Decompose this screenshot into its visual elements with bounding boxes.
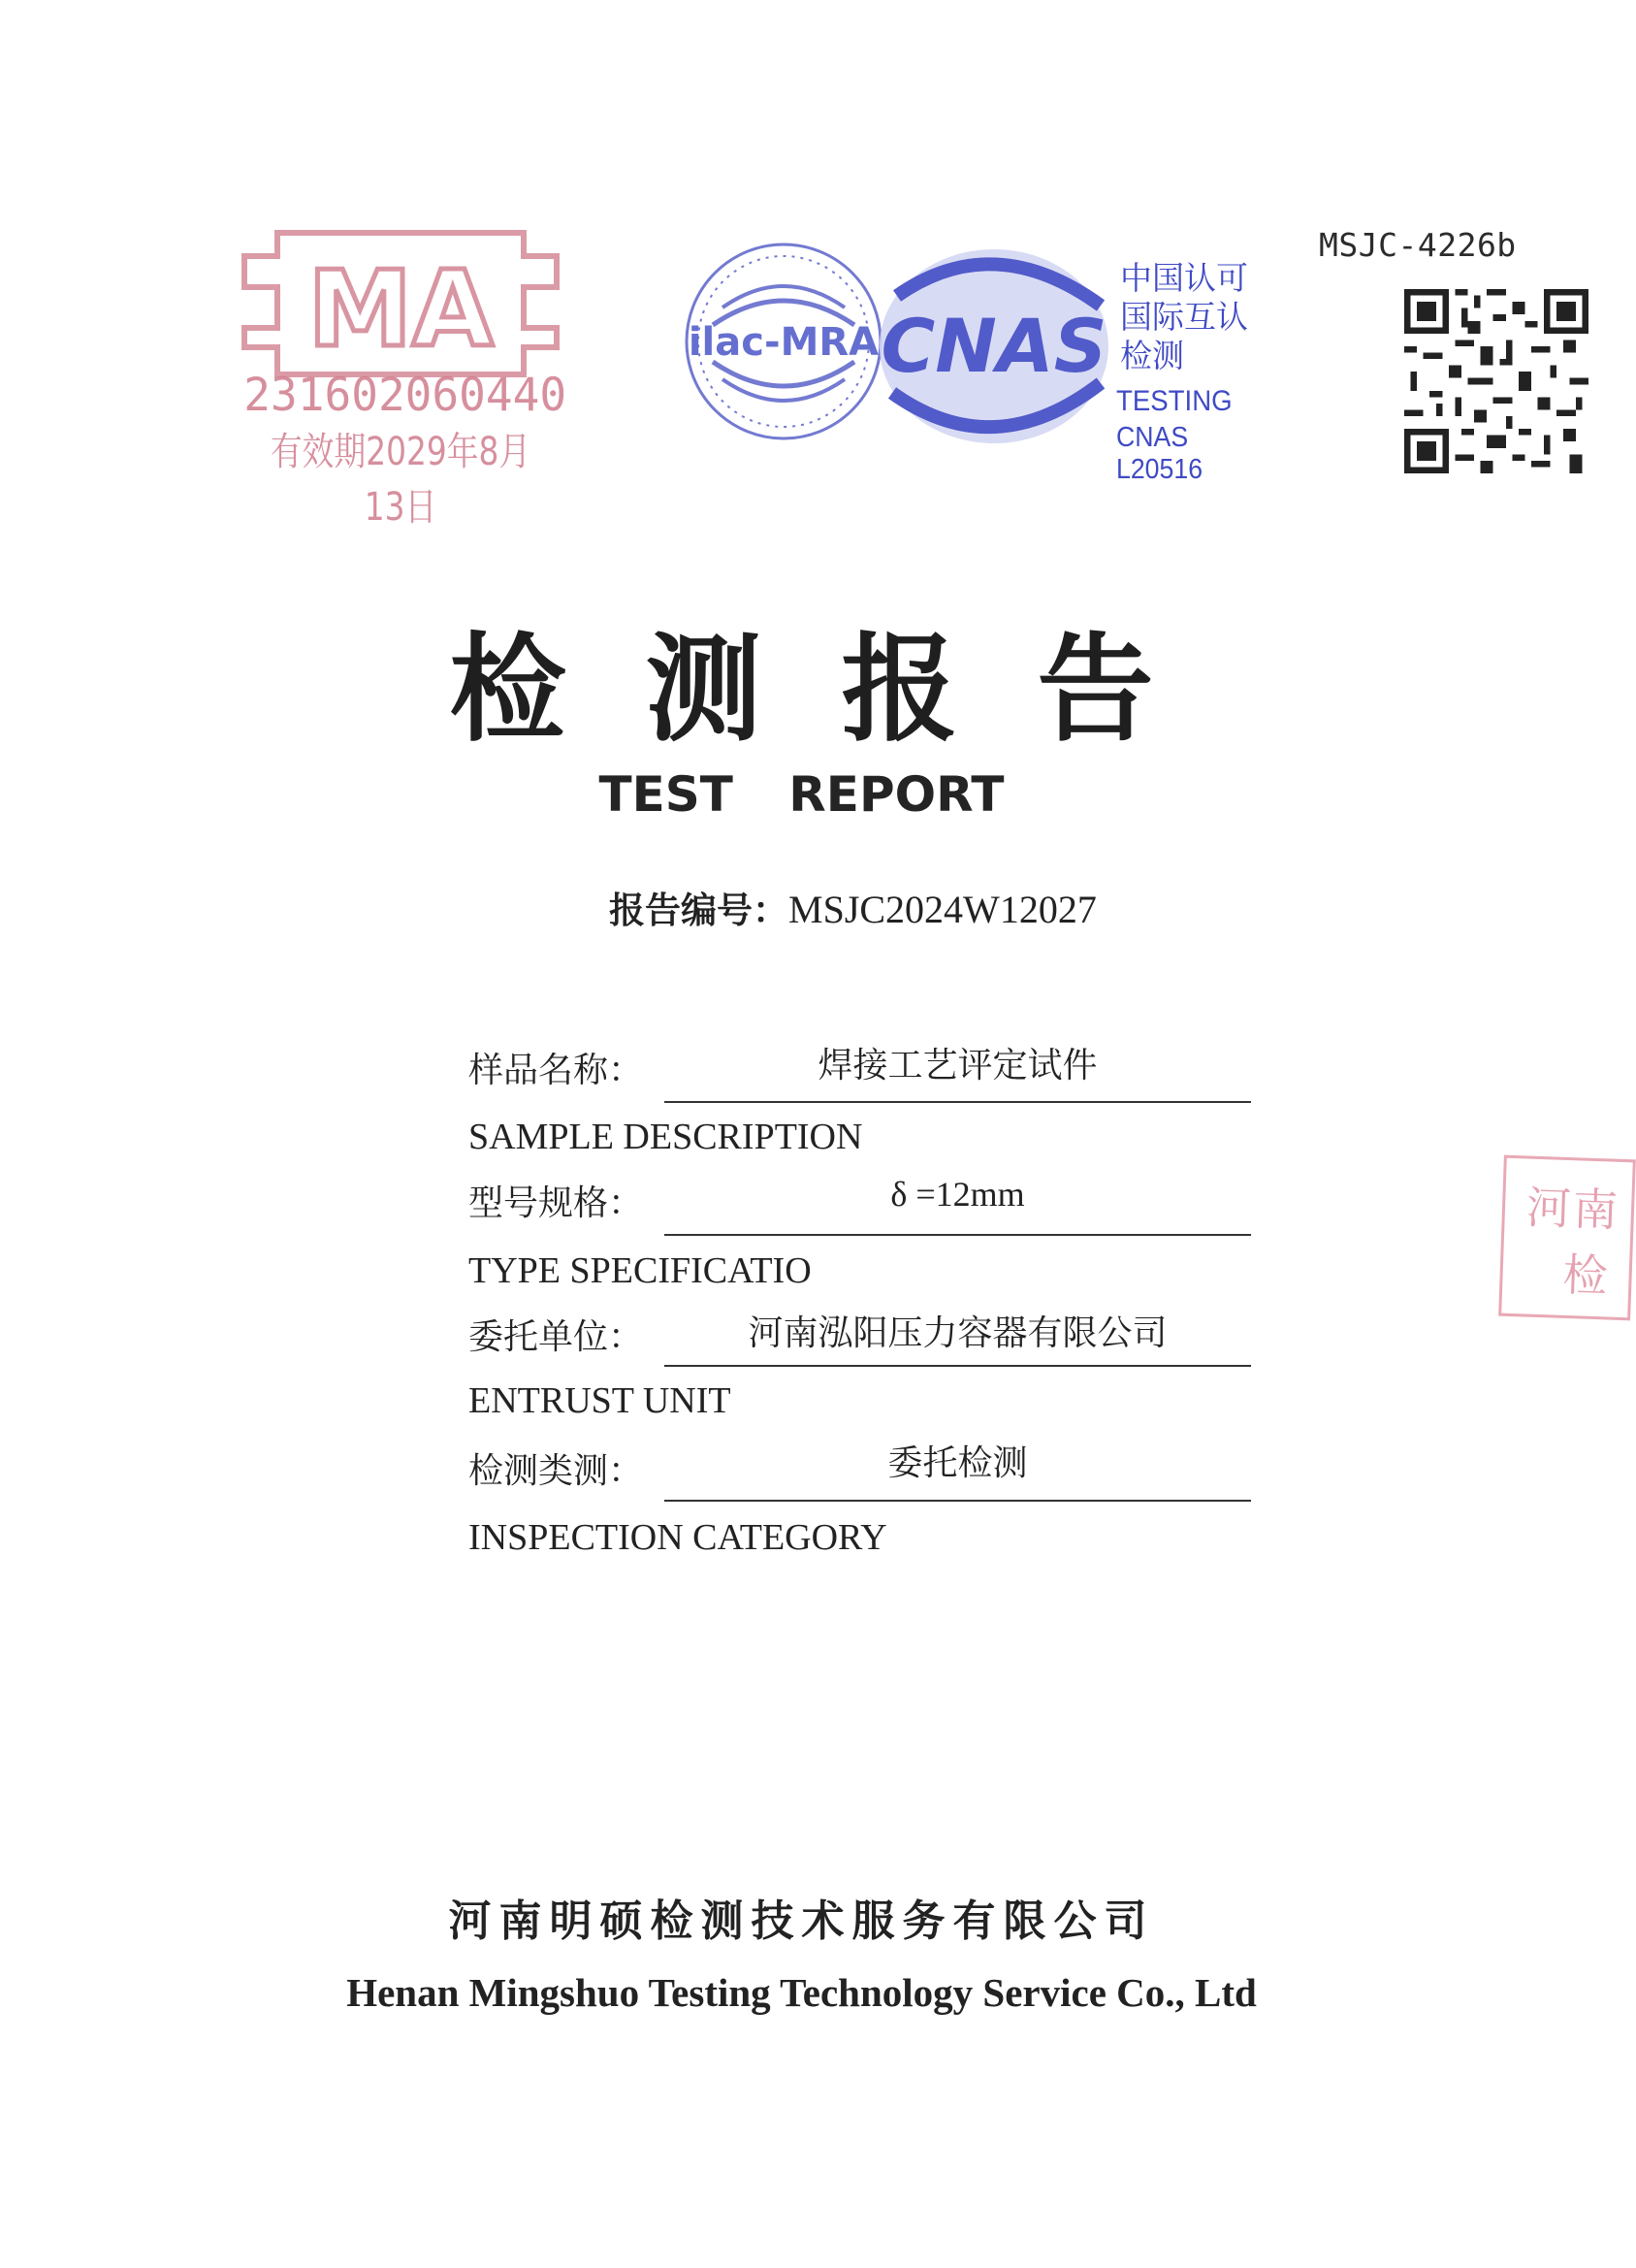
svg-text:MA: MA [307,249,494,371]
page-title-cn: 检测报告 [449,621,1234,758]
category-value: 委托检测 [887,1443,1028,1483]
page-title-en: TEST REPORT [598,766,1005,823]
ma-seal [241,231,567,530]
svg-text:CNAS: CNAS [881,303,1107,389]
type-value: δ =12mm [890,1175,1025,1214]
type-label-en: TYPE SPECIFICATIO [468,1250,812,1291]
sample-underline [664,1101,1251,1103]
category-label-en: INSPECTION CATEGORY [468,1517,887,1558]
report-number [609,881,1097,933]
cnas-line-1: 中国认可 [1120,259,1248,297]
accreditation-logos [684,238,1266,485]
ma-cert-number: 231602060440 [243,369,567,422]
cnas-testing: TESTING [1116,385,1233,417]
sample-label-cn: 样品名称： [468,1051,644,1090]
cnas-line-3: 检测 [1120,337,1184,374]
document-code: MSJC-4226b [1319,226,1517,264]
entrust-value: 河南泓阳压力容器有限公司 [748,1313,1168,1353]
entrust-underline [664,1365,1251,1367]
category-underline [664,1500,1251,1502]
entrust-label-en: ENTRUST UNIT [468,1380,731,1421]
report-number-label: 报告编号： [609,890,788,931]
category-label-cn: 检测类测： [468,1451,644,1491]
stamp-line-1: 河南 [1525,1181,1620,1237]
ma-validity: 有效期2029年8月13日 [270,430,531,530]
company-name-en: Henan Mingshuo Testing Technology Service Co., Ltd [346,1970,1257,2015]
qr-code-icon [1404,289,1588,473]
type-label-cn: 型号规格： [468,1183,644,1223]
cnas-line-2: 国际互认 [1120,298,1248,336]
stamp-line-2: 检 [1561,1247,1609,1303]
ilac-cnas-icon [684,238,1130,466]
sample-label-en: SAMPLE DESCRIPTION [468,1117,863,1157]
cnas-cert: CNAS L20516 [1116,422,1203,485]
company-name-cn: 河南明硕检测技术服务有限公司 [448,1896,1155,1946]
entrust-label-cn: 委托单位： [468,1317,644,1357]
report-number-value: MSJC2024W12027 [788,888,1097,931]
ma-logo-icon [241,231,561,376]
svg-text:ilac-MRA: ilac-MRA [688,320,880,365]
sample-value: 焊接工艺评定试件 [818,1046,1098,1085]
company-stamp [1498,1155,1636,1321]
type-underline [664,1234,1251,1236]
